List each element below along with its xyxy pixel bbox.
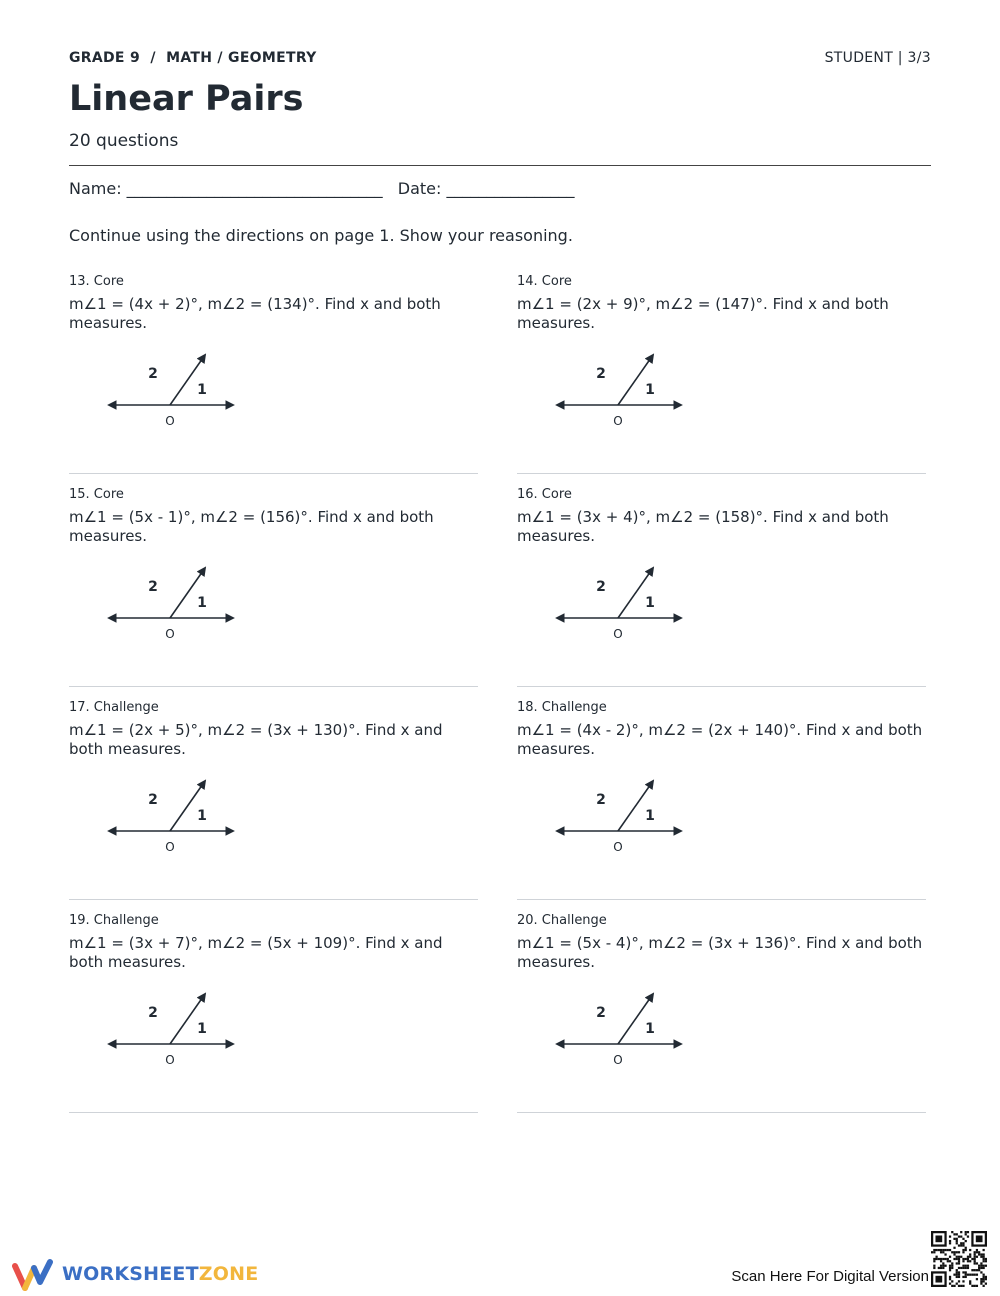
angle-1-label: 1 bbox=[197, 808, 207, 824]
name-field[interactable]: Name: ________________________________ bbox=[69, 179, 383, 198]
page-info: STUDENT | 3/3 bbox=[824, 50, 931, 66]
question-item bbox=[69, 479, 478, 687]
linear-pair-figure bbox=[105, 774, 241, 854]
question-text: m∠1 = (3x + 7)°, m∠2 = (5x + 109)°. Find x and both measures. bbox=[69, 934, 443, 971]
question-count: 20 questions bbox=[69, 131, 179, 151]
angle-1-label: 1 bbox=[645, 808, 655, 824]
question-heading: 16. Core bbox=[517, 487, 572, 502]
angle-2-label: 2 bbox=[596, 792, 606, 808]
angle-2-label: 2 bbox=[148, 579, 158, 595]
question-text: m∠1 = (2x + 5)°, m∠2 = (3x + 130)°. Find x and both measures. bbox=[69, 721, 443, 758]
header-bar bbox=[69, 50, 931, 70]
qr-code-icon[interactable] bbox=[931, 1231, 987, 1287]
linear-pair-figure bbox=[553, 348, 689, 428]
vertex-label: O bbox=[613, 414, 623, 428]
question-item bbox=[517, 692, 926, 900]
angle-1-label: 1 bbox=[645, 595, 655, 611]
scan-caption: Scan Here For Digital Version bbox=[731, 1268, 929, 1285]
question-heading: 13. Core bbox=[69, 274, 124, 289]
question-text: m∠1 = (4x + 2)°, m∠2 = (134)°. Find x and both measures. bbox=[69, 295, 441, 332]
question-text: m∠1 = (5x - 1)°, m∠2 = (156)°. Find x and both measures. bbox=[69, 508, 434, 545]
angle-1-label: 1 bbox=[197, 1021, 207, 1037]
vertex-label: O bbox=[165, 627, 175, 641]
question-item bbox=[69, 692, 478, 900]
question-heading: 20. Challenge bbox=[517, 913, 607, 928]
question-item bbox=[517, 905, 926, 1113]
vertex-label: O bbox=[613, 627, 623, 641]
angle-1-label: 1 bbox=[197, 595, 207, 611]
question-item bbox=[517, 479, 926, 687]
question-heading: 17. Challenge bbox=[69, 700, 159, 715]
angle-1-label: 1 bbox=[645, 382, 655, 398]
logo-mark-icon bbox=[12, 1258, 54, 1292]
linear-pair-figure bbox=[553, 774, 689, 854]
date-field[interactable]: Date: ________________ bbox=[397, 179, 575, 198]
breadcrumb: GRADE 9 / MATH / GEOMETRY bbox=[69, 50, 317, 66]
angle-1-label: 1 bbox=[197, 382, 207, 398]
angle-2-label: 2 bbox=[596, 366, 606, 382]
vertex-label: O bbox=[165, 1053, 175, 1067]
linear-pair-figure bbox=[553, 561, 689, 641]
angle-2-label: 2 bbox=[596, 579, 606, 595]
question-text: m∠1 = (4x - 2)°, m∠2 = (2x + 140)°. Find x and both measures. bbox=[517, 721, 923, 758]
logo-text bbox=[62, 1263, 258, 1285]
name-date-row bbox=[69, 179, 585, 198]
linear-pair-figure bbox=[105, 348, 241, 428]
question-heading: 19. Challenge bbox=[69, 913, 159, 928]
angle-2-label: 2 bbox=[596, 1005, 606, 1021]
linear-pair-figure bbox=[105, 987, 241, 1067]
header-divider bbox=[69, 165, 931, 166]
angle-2-label: 2 bbox=[148, 1005, 158, 1021]
question-heading: 18. Challenge bbox=[517, 700, 607, 715]
question-heading: 14. Core bbox=[517, 274, 572, 289]
linear-pair-figure bbox=[553, 987, 689, 1067]
question-item bbox=[517, 266, 926, 474]
question-text: m∠1 = (2x + 9)°, m∠2 = (147)°. Find x and both measures. bbox=[517, 295, 889, 332]
angle-1-label: 1 bbox=[645, 1021, 655, 1037]
vertex-label: O bbox=[613, 1053, 623, 1067]
vertex-label: O bbox=[165, 840, 175, 854]
logo-text-part1: WORKSHEET bbox=[62, 1263, 199, 1285]
vertex-label: O bbox=[613, 840, 623, 854]
vertex-label: O bbox=[165, 414, 175, 428]
linear-pair-figure bbox=[105, 561, 241, 641]
question-item bbox=[69, 266, 478, 474]
question-heading: 15. Core bbox=[69, 487, 124, 502]
angle-2-label: 2 bbox=[148, 792, 158, 808]
question-text: m∠1 = (3x + 4)°, m∠2 = (158)°. Find x and both measures. bbox=[517, 508, 889, 545]
worksheetzone-logo[interactable] bbox=[12, 1258, 259, 1292]
directions: Continue using the directions on page 1. Show your reasoning. bbox=[69, 226, 573, 245]
question-text: m∠1 = (5x - 4)°, m∠2 = (3x + 136)°. Find x and both measures. bbox=[517, 934, 923, 971]
angle-2-label: 2 bbox=[148, 366, 158, 382]
page-title: Linear Pairs bbox=[69, 79, 304, 119]
logo-text-part2: ZONE bbox=[198, 1263, 259, 1285]
question-item bbox=[69, 905, 478, 1113]
